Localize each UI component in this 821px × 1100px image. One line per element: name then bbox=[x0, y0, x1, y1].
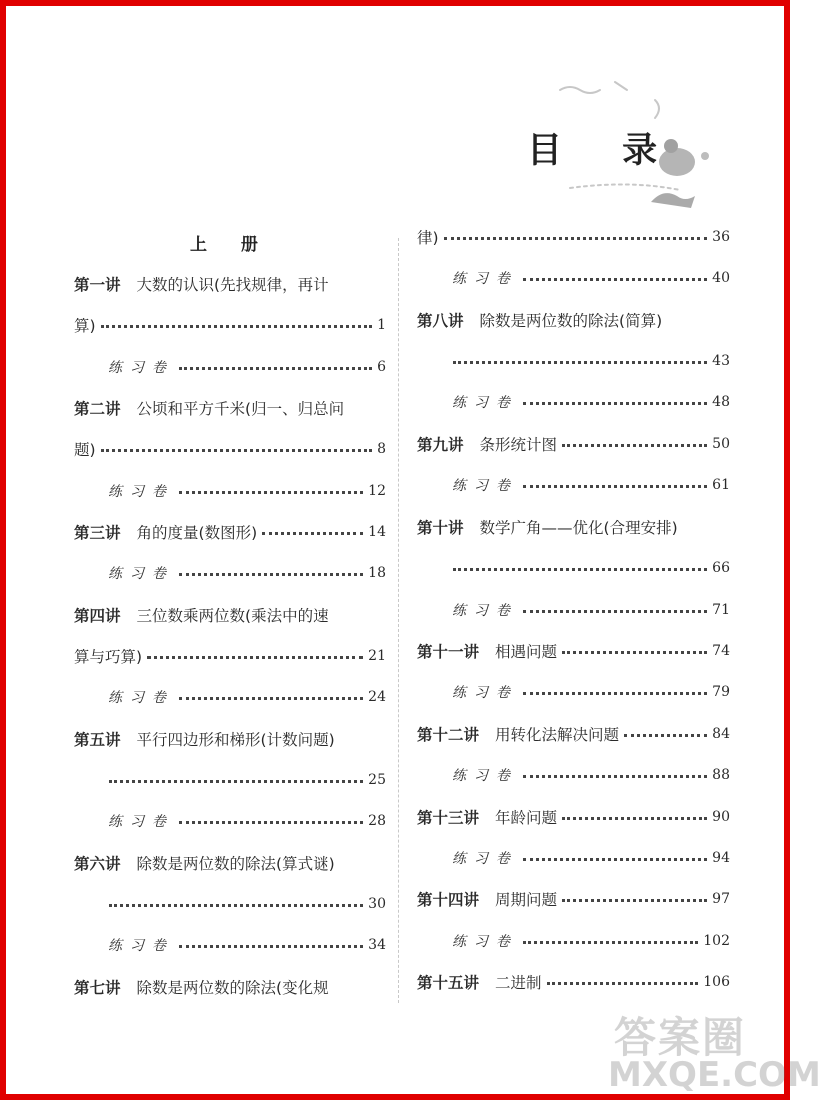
toc-practice[interactable]: 练习卷 79 bbox=[452, 684, 730, 701]
toc-entry[interactable]: 第二讲 公顷和平方千米(归一、归总问 bbox=[74, 400, 345, 418]
toc-entry[interactable]: 律) 36 bbox=[417, 229, 730, 247]
toc-entry[interactable]: 66 bbox=[448, 557, 730, 579]
watermark-url: MXQE.COM bbox=[608, 1055, 821, 1095]
toc-entry[interactable]: 第四讲 三位数乘两位数(乘法中的速 bbox=[74, 607, 329, 625]
toc-practice[interactable]: 练习卷 102 bbox=[452, 933, 730, 950]
toc-entry[interactable]: 第七讲 除数是两位数的除法(变化规 bbox=[74, 979, 329, 997]
toc-practice[interactable]: 练习卷 61 bbox=[452, 477, 730, 494]
toc-entry[interactable]: 第十一讲 相遇问题 74 bbox=[417, 643, 730, 661]
toc-entry[interactable]: 43 bbox=[448, 350, 730, 372]
toc-practice[interactable]: 练习卷 24 bbox=[108, 689, 386, 706]
toc-entry[interactable]: 第九讲 条形统计图 50 bbox=[417, 436, 730, 454]
toc-practice[interactable]: 练习卷 40 bbox=[452, 270, 730, 287]
toc-practice[interactable]: 练习卷 48 bbox=[452, 394, 730, 411]
column-divider bbox=[398, 238, 399, 1003]
toc-entry[interactable]: 第六讲 除数是两位数的除法(算式谜) bbox=[74, 855, 335, 873]
toc-entry[interactable]: 30 bbox=[104, 893, 386, 915]
watermark-text: 答案圈 bbox=[614, 1013, 747, 1062]
toc-practice[interactable]: 练习卷 12 bbox=[108, 483, 386, 500]
toc-practice[interactable]: 练习卷 28 bbox=[108, 813, 386, 830]
toc-entry[interactable]: 第八讲 除数是两位数的除法(简算) bbox=[417, 312, 663, 330]
toc-practice[interactable]: 练习卷 6 bbox=[108, 359, 386, 376]
watermark-logo bbox=[606, 1005, 821, 1097]
page-title: 目 录 bbox=[527, 131, 682, 171]
section-heading: 上 册 bbox=[190, 235, 272, 255]
toc-entry[interactable]: 第十三讲 年龄问题 90 bbox=[417, 809, 730, 827]
toc-practice[interactable]: 练习卷 88 bbox=[452, 767, 730, 784]
toc-practice[interactable]: 练习卷 34 bbox=[108, 937, 386, 954]
toc-entry[interactable]: 第三讲 角的度量(数图形) 14 bbox=[74, 524, 386, 542]
toc-entry[interactable]: 第十二讲 用转化法解决问题 84 bbox=[417, 726, 730, 744]
toc-practice[interactable]: 练习卷 18 bbox=[108, 565, 386, 582]
toc-entry[interactable]: 算与巧算) 21 bbox=[74, 648, 386, 666]
toc-practice[interactable]: 练习卷 71 bbox=[452, 602, 730, 619]
toc-entry[interactable]: 25 bbox=[104, 769, 386, 791]
toc-entry[interactable]: 第十讲 数学广角——优化(合理安排) bbox=[417, 519, 678, 537]
toc-entry[interactable]: 第十五讲 二进制 106 bbox=[417, 974, 730, 992]
toc-entry[interactable]: 第五讲 平行四边形和梯形(计数问题) bbox=[74, 731, 335, 749]
toc-practice[interactable]: 练习卷 94 bbox=[452, 850, 730, 867]
toc-entry[interactable]: 第十四讲 周期问题 97 bbox=[417, 891, 730, 909]
toc-entry[interactable]: 题) 8 bbox=[74, 441, 386, 459]
toc-entry[interactable]: 第一讲 大数的认识(先找规律，再计 bbox=[74, 276, 329, 294]
toc-entry[interactable]: 算) 1 bbox=[74, 317, 386, 335]
